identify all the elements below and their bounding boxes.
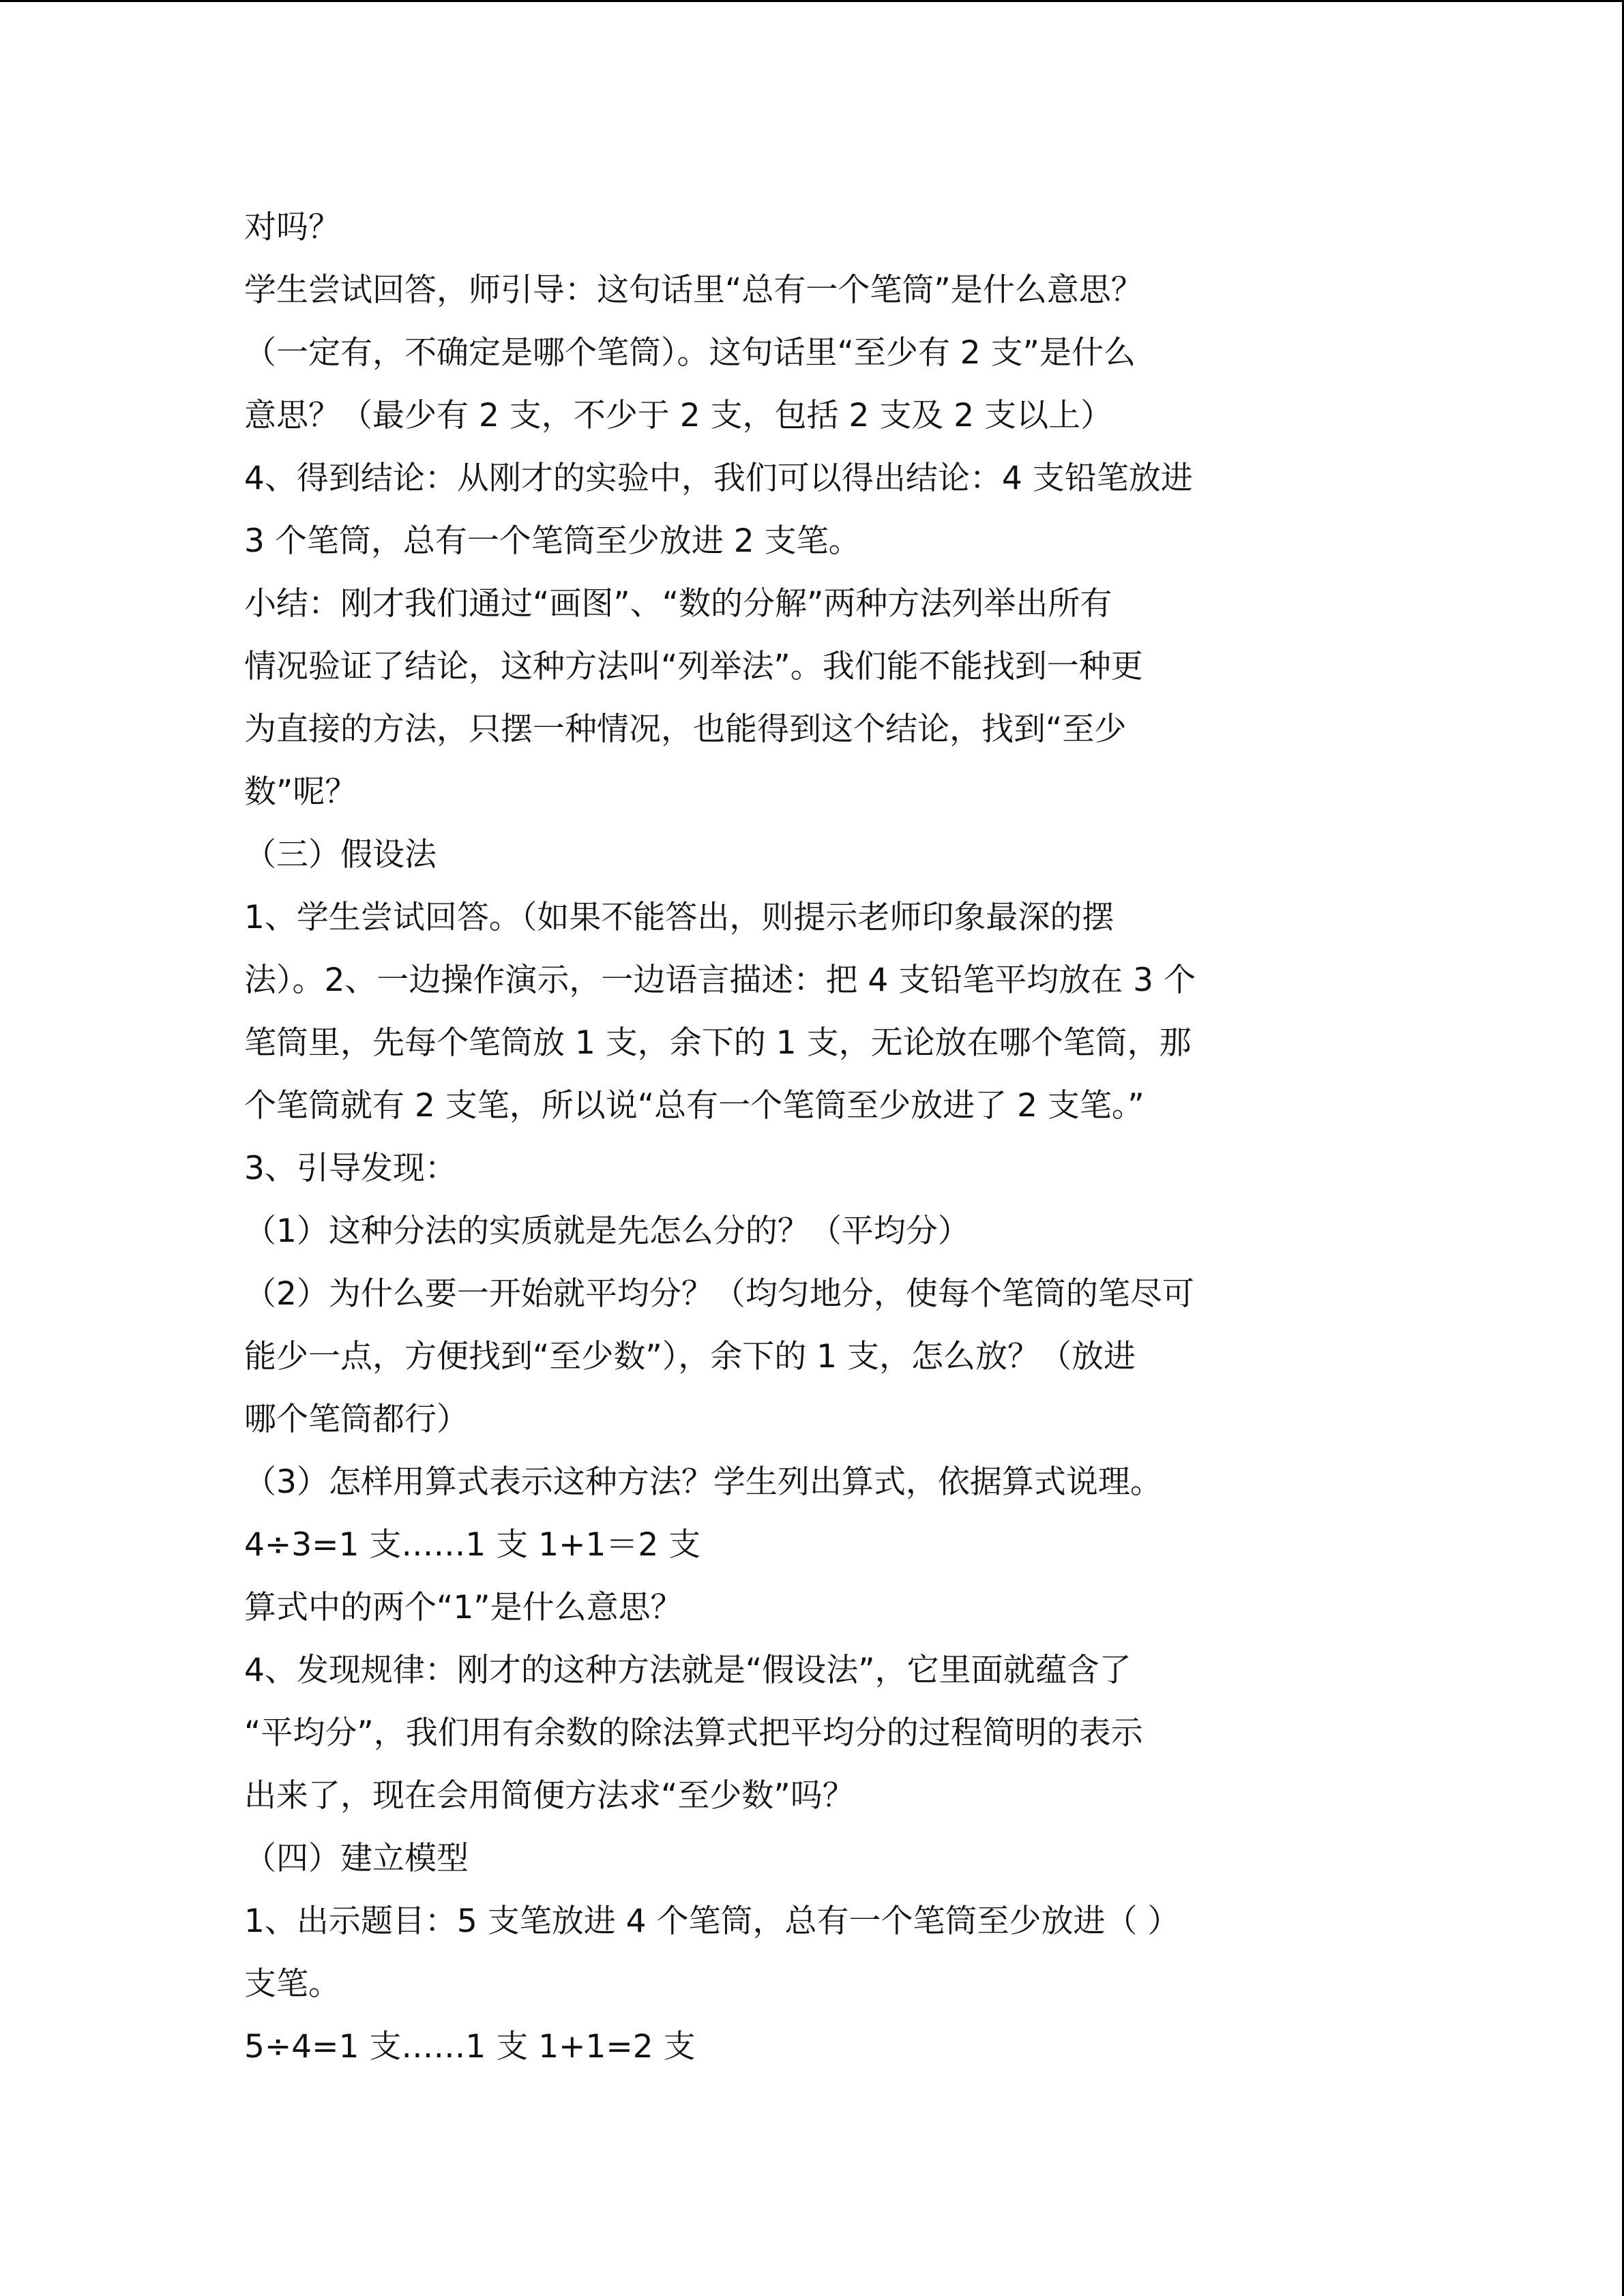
text-line-23: 算式中的两个“1”是什么意思？ <box>244 1589 683 1626</box>
text-line-29: 支笔。 <box>244 1965 340 2003</box>
section-heading-3: （三）假设法 <box>244 836 437 874</box>
text-line-5: 4、得到结论：从刚才的实验中，我们可以得出结论：4 支铅笔放进 <box>244 460 1193 497</box>
text-line-18: （2）为什么要一开始就平均分？（均匀地分，使每个笔筒的笔尽可 <box>244 1275 1194 1313</box>
text-line-6: 3 个笔筒，总有一个笔筒至少放进 2 支笔。 <box>244 522 861 560</box>
text-line-25: “平均分”，我们用有余数的除法算式把平均分的过程简明的表示 <box>244 1714 1143 1752</box>
text-line-13: 法）。2、一边操作演示，一边语言描述：把 4 支铅笔平均放在 3 个 <box>244 961 1196 999</box>
text-line-1: 对吗？ <box>244 209 340 246</box>
text-line-24: 4、发现规律：刚才的这种方法就是“假设法”，它里面就蕴含了 <box>244 1652 1132 1689</box>
text-line-4: 意思？（最少有 2 支，不少于 2 支，包括 2 支及 2 支以上） <box>244 397 1113 434</box>
text-line-3: （一定有，不确定是哪个笔筒）。这句话里“至少有 2 支”是什么 <box>244 334 1136 372</box>
text-line-26: 出来了，现在会用简便方法求“至少数”吗？ <box>244 1777 855 1815</box>
text-line-7: 小结：刚才我们通过“画图”、“数的分解”两种方法列举出所有 <box>244 585 1112 623</box>
text-line-10: 数”呢？ <box>244 773 357 811</box>
formula-line-2: 5÷4=1 支……1 支 1+1=2 支 <box>244 2028 696 2066</box>
text-line-2: 学生尝试回答，师引导：这句话里“总有一个笔筒”是什么意思？ <box>244 271 1143 309</box>
text-line-28: 1、出示题目：5 支笔放进 4 个笔筒，总有一个笔筒至少放进（ ） <box>244 1903 1180 1940</box>
text-line-8: 情况验证了结论，这种方法叫“列举法”。我们能不能找到一种更 <box>244 648 1143 685</box>
text-line-12: 1、学生尝试回答。（如果不能答出，则提示老师印象最深的摆 <box>244 899 1114 936</box>
text-line-19: 能少一点，方便找到“至少数”），余下的 1 支，怎么放？（放进 <box>244 1338 1136 1375</box>
text-line-9: 为直接的方法，只摆一种情况，也能得到这个结论，找到“至少 <box>244 711 1127 748</box>
text-line-14: 笔筒里，先每个笔筒放 1 支，余下的 1 支，无论放在哪个笔筒，那 <box>244 1024 1192 1062</box>
text-line-20: 哪个笔筒都行） <box>244 1401 469 1438</box>
text-line-16: 3、引导发现： <box>244 1150 457 1187</box>
formula-line-1: 4÷3=1 支……1 支 1+1＝2 支 <box>244 1526 701 1564</box>
text-line-17: （1）这种分法的实质就是先怎么分的？（平均分） <box>244 1212 970 1250</box>
text-line-15: 个笔筒就有 2 支笔，所以说“总有一个笔筒至少放进了 2 支笔。” <box>244 1087 1145 1124</box>
section-heading-4: （四）建立模型 <box>244 1840 469 1877</box>
text-line-21: （3）怎样用算式表示这种方法？学生列出算式，依据算式说理。 <box>244 1463 1162 1501</box>
document-body <box>244 196 1404 2078</box>
